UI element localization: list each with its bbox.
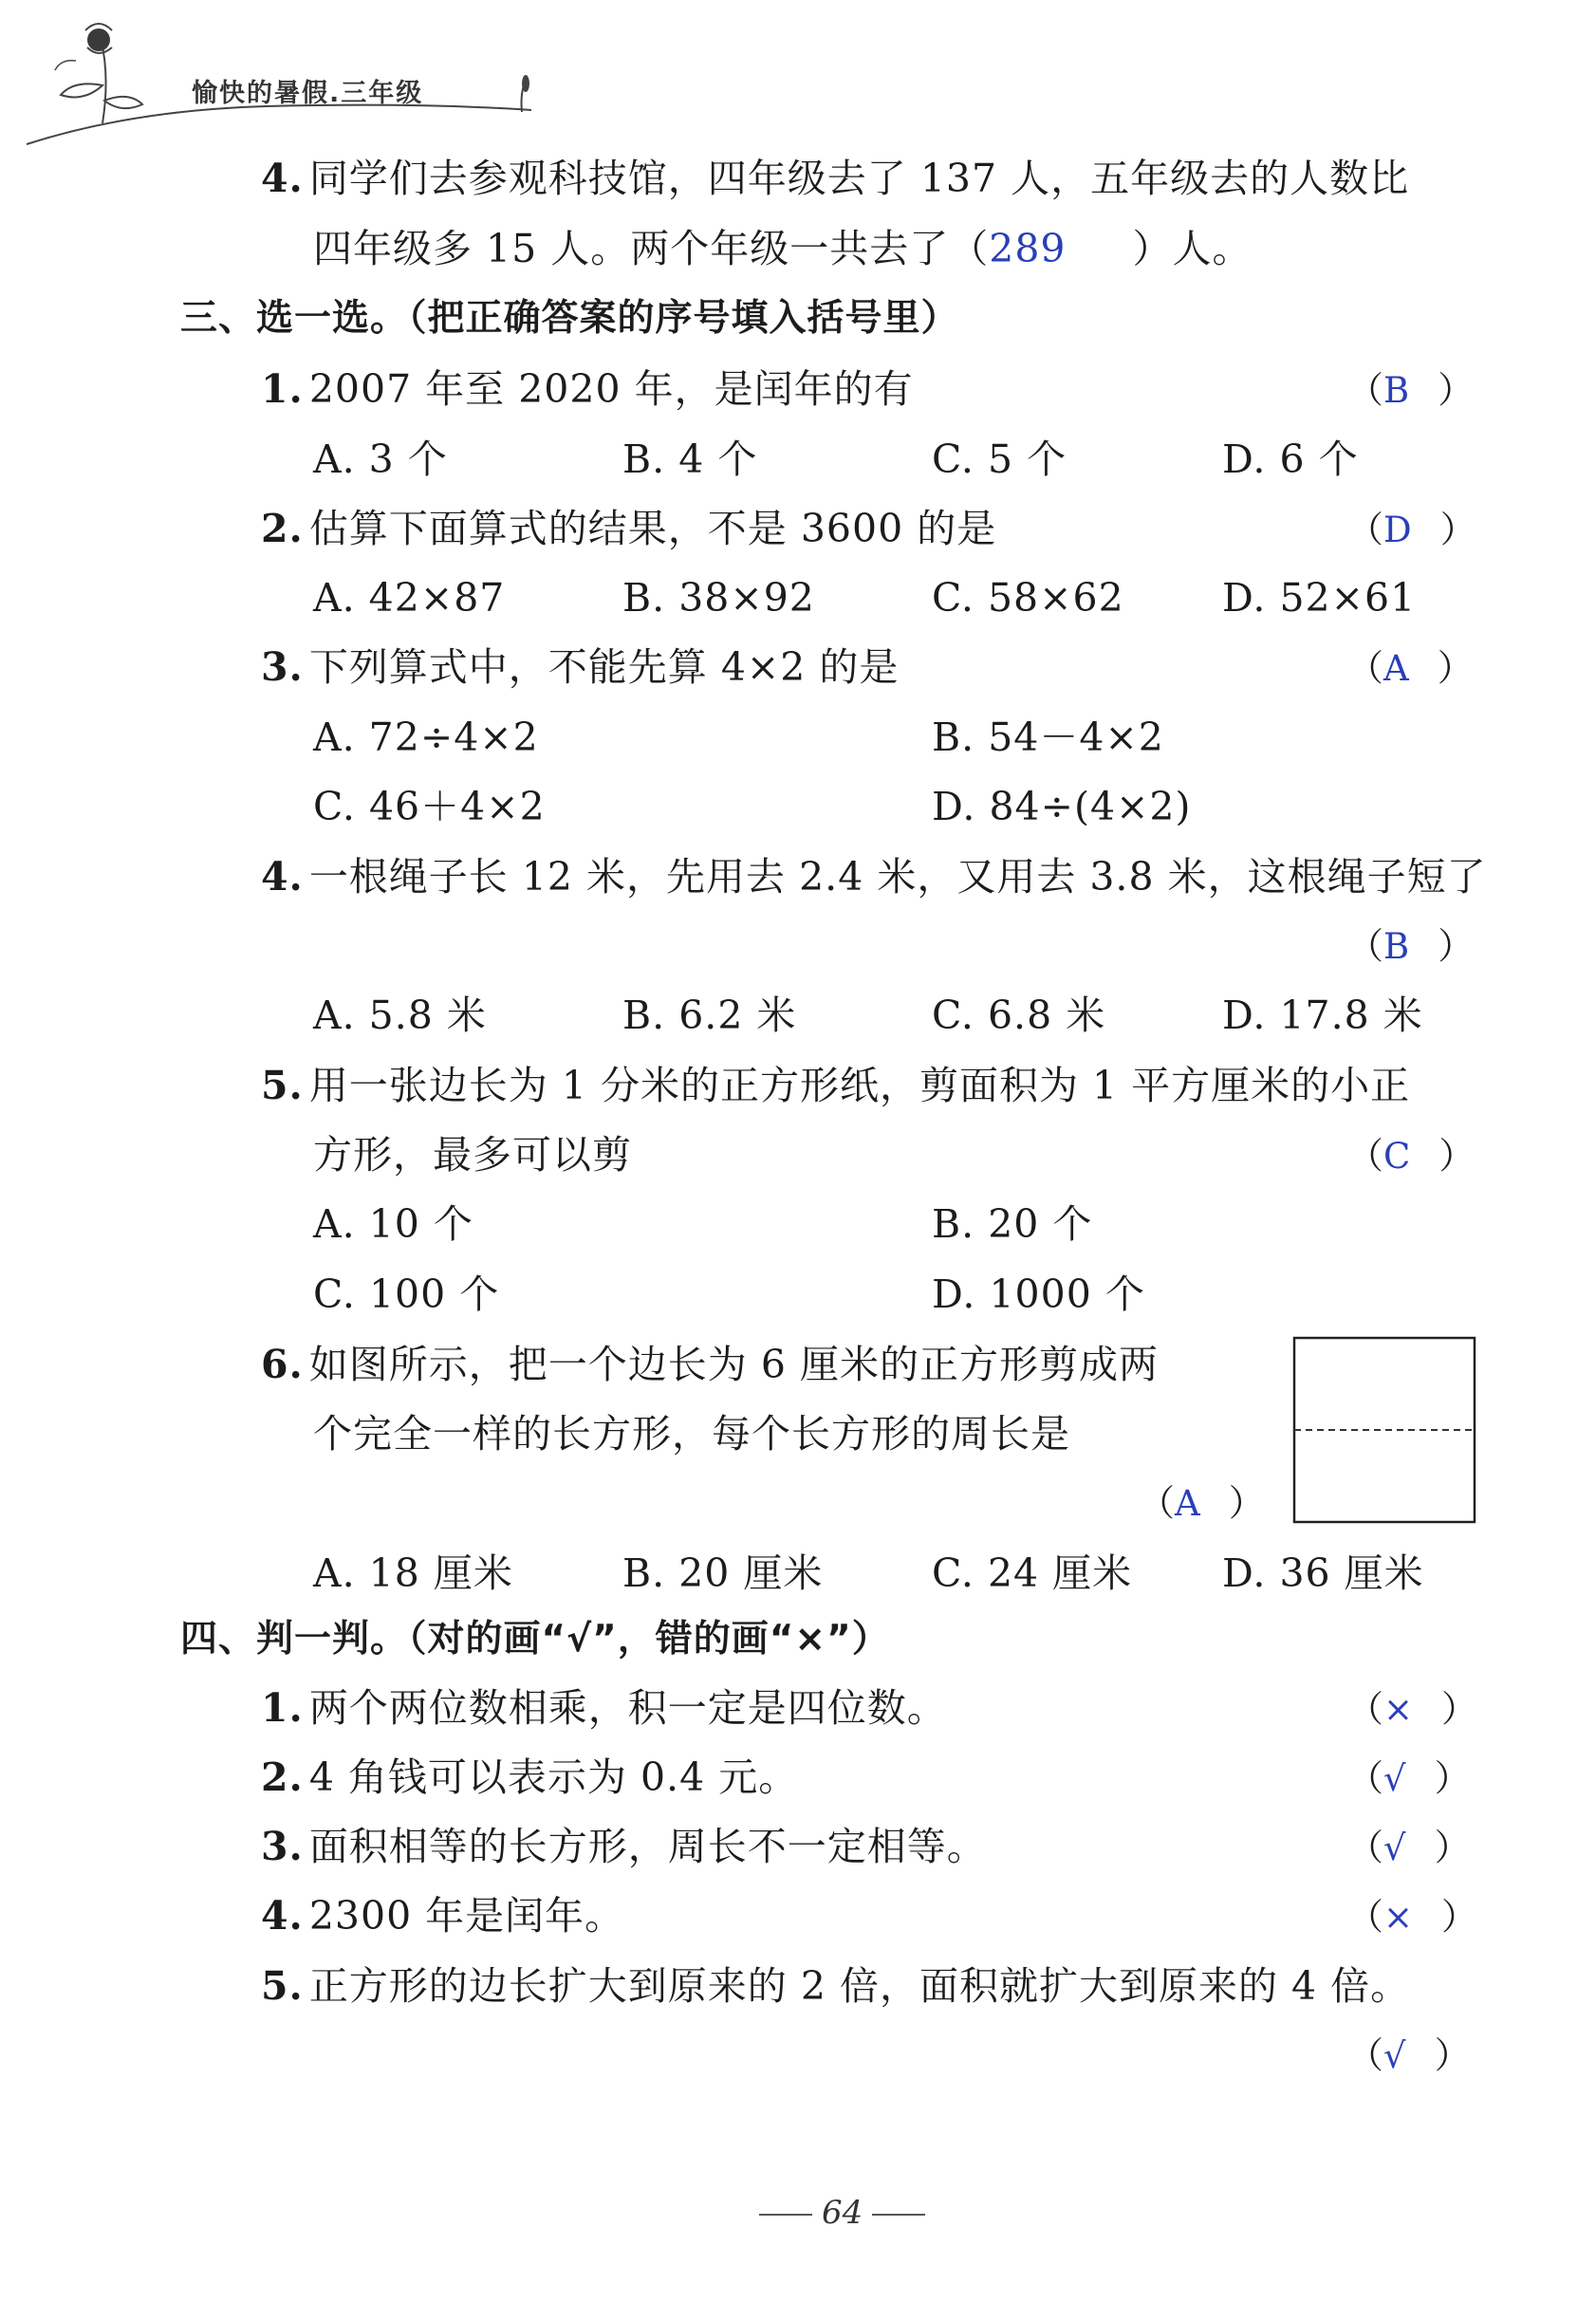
option-c: C. 6.8 米: [932, 993, 1106, 1038]
question-text: 四年级多 15 人。两个年级一共去了（: [313, 226, 990, 271]
question-number: 6.: [261, 1342, 304, 1387]
paren-open: （: [1347, 1896, 1384, 1938]
paren-open: （: [1347, 1827, 1384, 1868]
question-2-4-line1: [261, 156, 1410, 201]
option-b: B. 54－4×2: [932, 715, 1164, 760]
option-a: A. 72÷4×2: [313, 715, 539, 760]
question-3-4: [261, 854, 1487, 900]
paren-close: ）: [1438, 925, 1475, 967]
question-text: 如图所示，把一个边长为 6 厘米的正方形剪成两: [308, 1342, 1159, 1387]
question-text: 两个两位数相乘，积一定是四位数。: [308, 1685, 947, 1731]
option-c: C. 100 个: [313, 1271, 500, 1317]
question-text: 面积相等的长方形，周长不一定相等。: [308, 1824, 987, 1869]
answer-box: [1347, 647, 1474, 689]
question-text: 正方形的边长扩大到原来的 2 倍，面积就扩大到原来的 4 倍。: [308, 1963, 1411, 2009]
answer-box: [1347, 1757, 1471, 1799]
option-b: B. 20 个: [932, 1201, 1093, 1247]
section-3-title: 三、选一选。（把正确答案的序号填入括号里）: [180, 297, 959, 340]
answer-box: [1347, 1896, 1478, 1938]
option-d: D. 6 个: [1222, 436, 1359, 482]
question-number: 3.: [261, 1824, 304, 1869]
paren-open: （: [1347, 1135, 1384, 1177]
question-number: 2.: [261, 506, 304, 551]
paren-close: ）: [1438, 369, 1475, 411]
paren-close: ）: [1434, 1757, 1471, 1799]
option-d: D. 1000 个: [932, 1271, 1145, 1317]
footer-dash-left: [759, 2214, 812, 2216]
answer-letter: A: [1175, 1483, 1200, 1524]
judge-item-2: [261, 1754, 799, 1800]
question-number: 1.: [261, 1685, 304, 1731]
option-d: D. 52×61: [1222, 575, 1417, 621]
option-b: B. 6.2 米: [622, 993, 797, 1038]
answer-letter: A: [1383, 648, 1409, 689]
option-d: D. 36 厘米: [1222, 1550, 1424, 1596]
question-text: ）人。: [1132, 226, 1253, 271]
option-d: D. 84÷(4×2): [932, 784, 1192, 829]
judge-item-1: [261, 1685, 947, 1731]
question-number: 4.: [261, 854, 304, 900]
answer-box: [1347, 925, 1475, 967]
question-3-6-line1: [261, 1342, 1159, 1387]
paren-open: （: [1347, 509, 1384, 550]
option-c: C. 5 个: [932, 436, 1067, 482]
footer-dash-right: [872, 2214, 925, 2216]
paren-close: ）: [1441, 1896, 1478, 1938]
judge-item-3: [261, 1824, 987, 1869]
question-number: 4.: [261, 1893, 304, 1939]
question-number: 1.: [261, 366, 304, 412]
paren-close: ）: [1441, 1688, 1478, 1730]
question-number: 3.: [261, 644, 304, 690]
question-number: 4.: [261, 156, 304, 201]
answer-mark: √: [1383, 1758, 1406, 1799]
question-text: 一根绳子长 12 米，先用去 2.4 米，又用去 3.8 米，这根绳子短了: [308, 854, 1487, 900]
question-text: 4 角钱可以表示为 0.4 元。: [308, 1754, 799, 1800]
answer-box: [1347, 1827, 1471, 1868]
answer-mark: ×: [1383, 1897, 1414, 1938]
paren-open: （: [1347, 925, 1384, 967]
paren-open: （: [1347, 2034, 1384, 2076]
option-a: A. 3 个: [313, 436, 448, 482]
answer-box: [1347, 1688, 1478, 1730]
option-b: B. 20 厘米: [622, 1550, 824, 1596]
header: [19, 19, 550, 152]
option-c: C. 24 厘米: [932, 1550, 1133, 1596]
answer-box: [1347, 1135, 1475, 1177]
question-number: 5.: [261, 1963, 304, 2009]
page-footer: [750, 2194, 935, 2232]
answer-mark: √: [1383, 2035, 1406, 2076]
paren-open: （: [1347, 1688, 1384, 1730]
paren-close: ）: [1437, 647, 1474, 689]
paren-close: ）: [1434, 2034, 1471, 2076]
option-a: A. 42×87: [313, 575, 506, 621]
option-a: A. 18 厘米: [313, 1550, 513, 1596]
question-3-3: [261, 644, 900, 690]
answer-letter: B: [1383, 926, 1410, 967]
paren-open: （: [1347, 369, 1384, 411]
question-text: 用一张边长为 1 分米的正方形纸，剪面积为 1 平方厘米的小正: [308, 1063, 1411, 1108]
answer-mark: √: [1383, 1828, 1406, 1868]
answer-letter: B: [1383, 370, 1410, 411]
option-a: A. 10 个: [313, 1201, 473, 1247]
option-c: C. 46＋4×2: [313, 784, 546, 829]
question-text: 估算下面算式的结果，不是 3600 的是: [308, 506, 997, 551]
paren-close: ）: [1438, 1135, 1475, 1177]
section-4-title: 四、判一判。（对的画“√”，错的画“×”）: [180, 1618, 890, 1661]
question-text: 2007 年至 2020 年，是闰年的有: [308, 366, 914, 412]
question-3-5-line1: [261, 1063, 1411, 1108]
judge-item-4: [261, 1893, 625, 1939]
question-2-4-line2: [313, 226, 1253, 271]
question-text: 2300 年是闰年。: [308, 1893, 625, 1939]
option-b: B. 4 个: [622, 436, 758, 482]
question-3-6-line2: 个完全一样的长方形，每个长方形的周长是: [313, 1411, 1070, 1457]
question-number: 5.: [261, 1063, 304, 1108]
question-text: 同学们去参观科技馆，四年级去了 137 人，五年级去的人数比: [308, 156, 1410, 201]
option-b: B. 38×92: [622, 575, 815, 621]
answer-box: [1139, 1482, 1265, 1524]
paren-close: ）: [1434, 1827, 1471, 1868]
page-number: 64: [822, 2194, 863, 2232]
answer-letter: C: [1383, 1136, 1411, 1177]
option-a: A. 5.8 米: [313, 993, 487, 1038]
paren-close: ）: [1228, 1482, 1265, 1524]
paren-close: ）: [1439, 509, 1476, 550]
answer-box: [1347, 2034, 1471, 2076]
answer-289: 289: [989, 226, 1067, 271]
option-c: C. 58×62: [932, 575, 1124, 621]
question-3-5-line2: 方形，最多可以剪: [313, 1132, 632, 1178]
question-number: 2.: [261, 1754, 304, 1800]
answer-box: [1347, 369, 1475, 411]
question-3-1: [261, 366, 914, 412]
question-3-2: [261, 506, 997, 551]
header-title: 愉快的暑假.三年级: [192, 79, 424, 108]
paren-open: （: [1139, 1482, 1176, 1524]
paren-open: （: [1347, 647, 1384, 689]
answer-letter: D: [1383, 510, 1412, 550]
answer-mark: ×: [1383, 1689, 1414, 1730]
judge-item-5: [261, 1963, 1411, 2009]
answer-box: [1347, 511, 1476, 548]
paren-open: （: [1347, 1757, 1384, 1799]
square-cut-figure: [1292, 1336, 1476, 1524]
option-d: D. 17.8 米: [1222, 993, 1423, 1038]
question-text: 下列算式中，不能先算 4×2 的是: [308, 644, 900, 690]
